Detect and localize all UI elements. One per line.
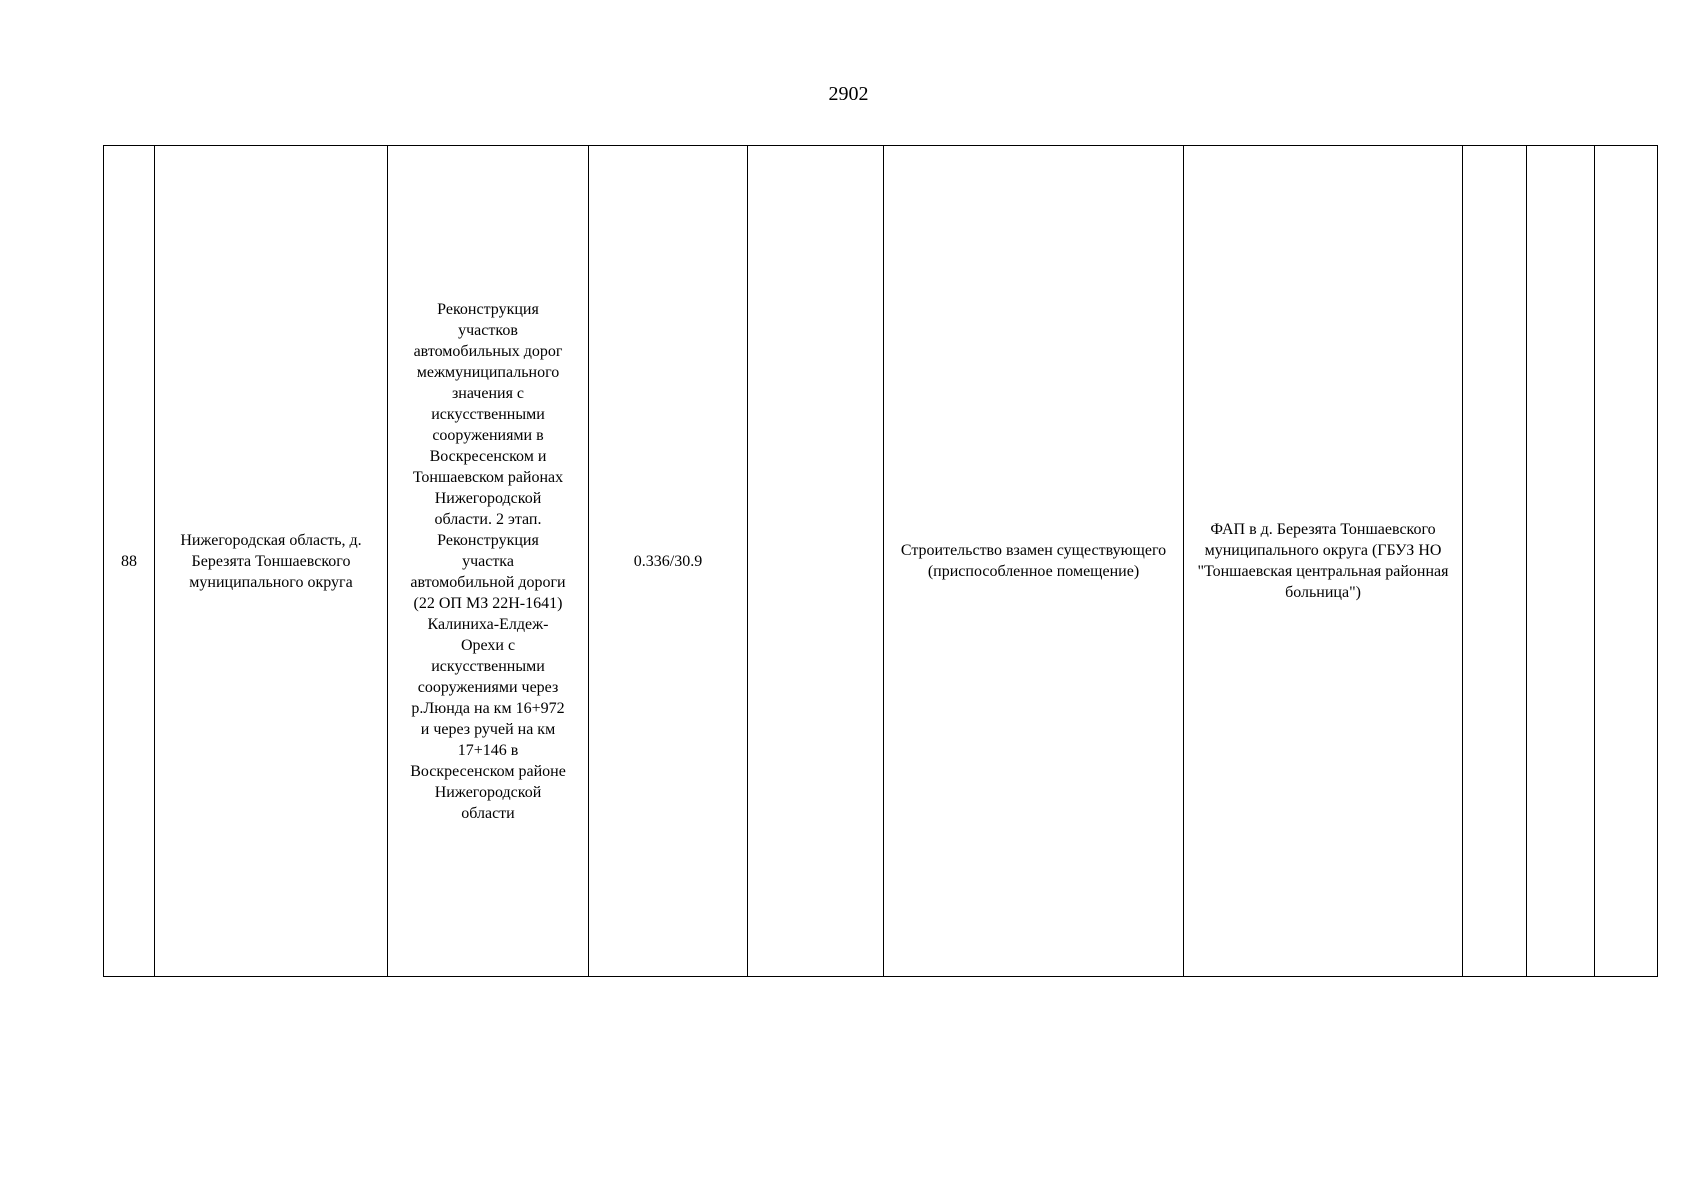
table-row [104,146,1658,977]
road-object-line: (22 ОП МЗ 22Н-1641) [413,594,563,612]
road-object-line: 17+146 в [457,741,519,759]
registry-table [103,145,1658,977]
road-object-cell [388,146,589,977]
empty-cell [748,146,884,977]
road-object-line: автомобильной дороги [410,573,566,591]
road-object-line: Реконструкция [437,531,539,549]
page-number: 2902 [828,83,869,105]
road-object-line: Орехи с [460,636,516,654]
road-object-line: Тоншаевском районах [412,468,564,486]
empty-cell [1527,146,1595,977]
row-number-cell: 88 [104,146,155,977]
road-object-line: р.Люнда на км 16+972 [411,699,565,717]
road-object-line: сооружениями в [432,426,544,444]
road-object-line: Калиниха-Елдеж- [427,615,549,633]
construction-type-cell: Строительство взамен существующего (приспособленное помещение) [884,146,1184,977]
location-cell: Нижегородская область, д. Березята Тоншаевского муниципального округа [155,146,388,977]
road-object-line: значения с [451,384,525,402]
road-object-line: участка [462,552,514,570]
road-object-line: Нижегородской [434,489,542,507]
road-object-line: и через ручей на км [420,720,556,738]
road-object-line: межмуниципального [416,363,560,381]
distance-cell: 0.336/30.9 [589,146,748,977]
road-object-line: области [461,804,515,822]
empty-cell [1595,146,1658,977]
road-object-line: области. 2 этап. [434,510,542,528]
road-object-line: Воскресенском районе [410,762,566,780]
road-object-line: искусственными [431,405,545,423]
road-object-line: искусственными [431,657,545,675]
road-object-line: автомобильных дорог [413,342,563,360]
road-object-line: Реконструкция [437,300,539,318]
road-object-line: участков [458,321,518,339]
road-object-line: Нижегородской [434,783,542,801]
road-object-line: сооружениями через [417,678,559,696]
facility-cell: ФАП в д. Березята Тоншаевского муниципального округа (ГБУЗ НО "Тоншаевская центральная районная больница") [1184,146,1463,977]
road-object-line: Воскресенском и [429,447,547,465]
empty-cell [1463,146,1527,977]
